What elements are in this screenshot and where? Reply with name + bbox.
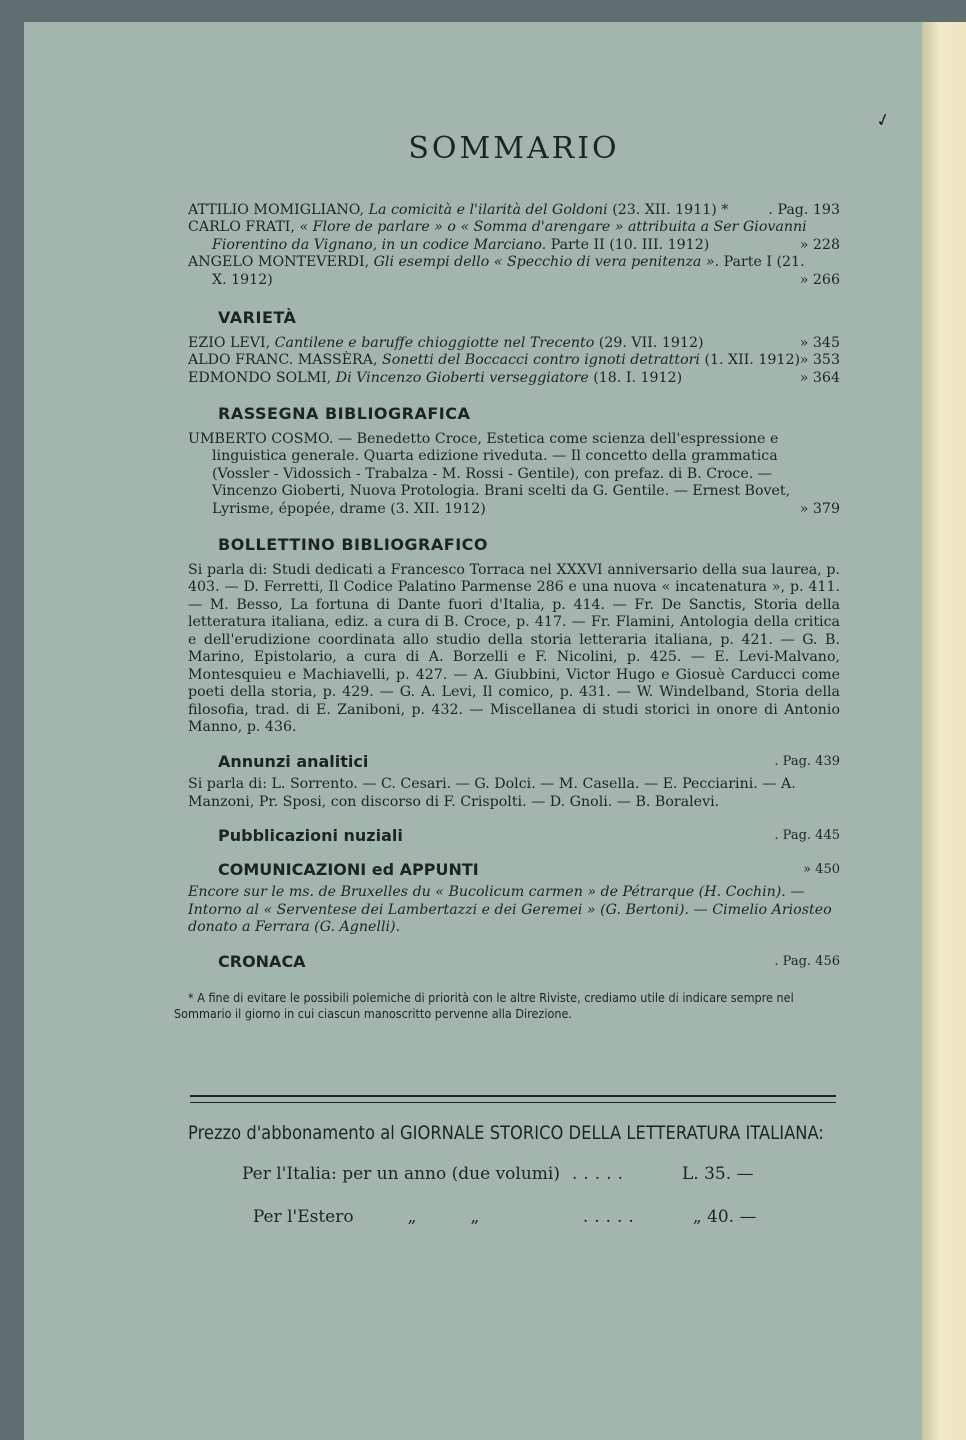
price-row: Per l'Estero „ „ ..... „ 40. — bbox=[252, 1207, 757, 1227]
section-heading-rassegna: RASSEGNA BIBLIOGRAFICA bbox=[218, 404, 471, 423]
pencil-mark: ✓ bbox=[873, 108, 894, 133]
bollettino-body: Si parla di: Studi dedicati a Francesco Torraca nel XXXVI anniversario della sua laurea, p. 403. — D. Ferretti, Il Codice Palatino Parmense 286 e una nuova « incatenatura », p. 411. — M. Besso, La fortuna di Dante fuori d'Italia, p. 414. — Fr. De Sanctis, Storia della letteratura italiana, ediz. a cura di B. Croce, p. 417. — Fr. Flamini, Antologia della critica e dell'erudizione coordinata allo studio della storia letteraria italiana, p. 421. — G. B. Marino, Epistolario, a cura di A. Borzelli e F. Nicolini, p. 425. — E. Levi-Malvano, Montesquieu e Machiavelli, p. 427. — A. Giubbini, Victor Hugo e Giosuè Carducci come poeti della storia, p. 429. — G. A. Levi, Il comico, p. 431. — W. Windelband, Storia della filosofia, trad. di E. Zaniboni, p. 432. — Miscellanea di studi storici in onore di Antonio Manno, p. 436. bbox=[188, 561, 840, 735]
section-heading-pubblicazioni: Pubblicazioni nuziali . Pag. 445 bbox=[218, 826, 840, 845]
toc-entry: UMBERTO COSMO. — Benedetto Croce, Estetica come scienza dell'espressione e linguistica generale. Quarta edizione riveduta. — Il concetto della grammatica (Vossler - Vidossich - Trabalza - M. Rossi - Gentile), con prefaz. di B. Croce. — Vincenzo Gioberti, Nuova Protologia. Brani scelti da G. Gentile. — Ernest Bovet, Lyrisme, épopée, drame (3. XII. 1912) » 379 bbox=[188, 430, 840, 517]
page-title: SOMMARIO bbox=[408, 131, 620, 166]
toc-entry: CARLO FRATI, « Flore de parlare » o « Somma d'arengare » attribuita a Ser Giovanni Fiorentino da Vignano, in un codice Marciano. Parte II (10. III. 1912) » 228 bbox=[188, 219, 840, 253]
page-edge-strip bbox=[922, 22, 966, 1440]
toc-entry: ATTILIO MOMIGLIANO, La comicità e l'ilarità del Goldoni (23. XII. 1911) * . Pag. 193 bbox=[188, 201, 840, 218]
footnote: * A fine di evitare le possibili polemiche di priorità con le altre Riviste, crediamo utile di indicare sempre nel Sommario il giorno in cui ciascun manoscritto pervenne alla Direzione. bbox=[174, 990, 794, 1021]
comunicazioni-body: Encore sur le ms. de Bruxelles du « Bucolicum carmen » de Pétrarque (H. Cochin). — Intorno al « Serventese dei Lambertazzi e dei Geremei » (G. Bertoni). — Cimelio Ariosteo donato a Ferrara (G. Agnelli). bbox=[188, 884, 832, 935]
toc-entry: EDMONDO SOLMI, Di Vincenzo Gioberti verseggiatore (18. I. 1912) » 364 bbox=[188, 369, 840, 386]
annunzi-body: Si parla di: L. Sorrento. — C. Cesari. — G. Dolci. — M. Casella. — E. Pecciarini. — A. Manzoni, Pr. Sposi, con discorso di F. Crispolti. — D. Gnoli. — B. Boralevi. bbox=[188, 776, 796, 810]
toc-entry: ANGELO MONTEVERDI, Gli esempi dello « Specchio di vera penitenza ». Parte I (21. X. 1912) » 266 bbox=[188, 254, 840, 288]
toc-entry: ALDO FRANC. MASSÈRA, Sonetti del Boccacci contro ignoti detrattori (1. XII. 1912) » 353 bbox=[188, 352, 840, 368]
contents-block bbox=[174, 130, 840, 1022]
subscription-heading: Prezzo d'abbonamento al GIORNALE STORICO DELLA LETTERATURA ITALIANA: bbox=[188, 1122, 824, 1144]
section-heading-annunzi: Annunzi analitici . Pag. 439 bbox=[218, 751, 840, 771]
toc-entry: EZIO LEVI, Cantilene e baruffe chioggiotte nel Trecento (29. VII. 1912) » 345 bbox=[188, 334, 840, 351]
section-heading-cronaca: CRONACA . Pag. 456 bbox=[218, 951, 840, 971]
price-row: Per l'Italia: per un anno (due volumi) ..... L. 35. — bbox=[242, 1164, 754, 1184]
divider-rule bbox=[190, 1095, 836, 1103]
section-heading-comunicazioni: COMUNICAZIONI ed APPUNTI » 450 bbox=[218, 859, 840, 879]
section-heading-bollettino: BOLLETTINO BIBLIOGRAFICO bbox=[218, 535, 488, 554]
section-heading-varieta: VARIETÀ bbox=[218, 308, 297, 327]
